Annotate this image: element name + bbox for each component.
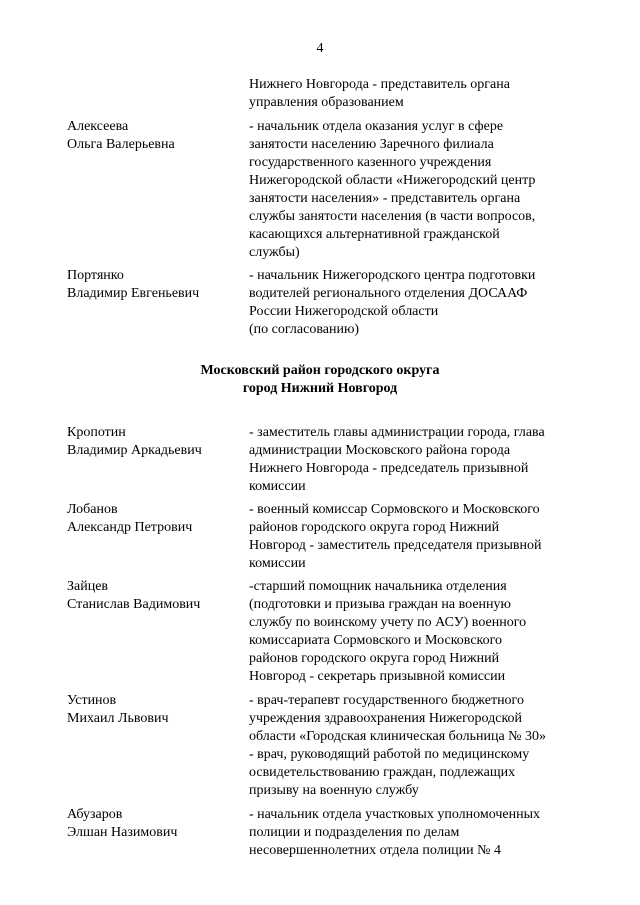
text-line: России Нижегородской области — [249, 304, 439, 319]
member-name — [67, 578, 242, 614]
text-line: освидетельствованию граждан, подлежащих — [249, 765, 516, 780]
text-line: государственного казенного учреждения — [249, 155, 492, 170]
member-surname: Алексеева — [67, 119, 129, 134]
text-line: районов городского округа город Нижний — [249, 520, 500, 535]
member-given-name: Станислав Вадимович — [67, 597, 201, 612]
member-given-name: Элшан Назимович — [67, 825, 178, 840]
text-line: службы) — [249, 245, 300, 260]
member-role — [249, 501, 574, 573]
member-name — [67, 267, 242, 303]
text-line: водителей регионального отделения ДОСААФ — [249, 286, 528, 301]
member-role — [249, 578, 574, 686]
section-heading-line: Московский район городского округа — [200, 363, 440, 378]
member-given-name: Александр Петрович — [67, 520, 193, 535]
member-name — [67, 424, 242, 460]
continuation-text — [249, 76, 574, 112]
member-given-name: Владимир Аркадьевич — [67, 443, 202, 458]
text-line: несовершеннолетних отдела полиции № 4 — [249, 843, 502, 858]
text-line: (подготовки и призыва граждан на военную — [249, 597, 511, 612]
text-line: занятости населению Заречного филиала — [249, 137, 494, 152]
text-line: (по согласованию) — [249, 322, 360, 337]
member-name — [67, 692, 242, 728]
text-line: комиссии — [249, 479, 306, 494]
text-line: касающихся альтернативной гражданской — [249, 227, 500, 242]
text-line: Новгород - секретарь призывной комиссии — [249, 669, 506, 684]
text-line: - заместитель главы администрации города, глава — [249, 425, 545, 440]
member-given-name: Ольга Валерьевна — [67, 137, 175, 152]
member-surname: Устинов — [67, 693, 117, 708]
member-role — [249, 806, 574, 860]
text-line: - начальник отдела участковых уполномоченных — [249, 807, 540, 822]
member-surname: Кропотин — [67, 425, 126, 440]
text-line: Новгород - заместитель председателя призывной — [249, 538, 542, 553]
member-name — [67, 501, 242, 537]
text-line: - врач-терапевт государственного бюджетного — [249, 693, 524, 708]
text-line: -старший помощник начальника отделения — [249, 579, 507, 594]
text-line: районов городского округа город Нижний — [249, 651, 500, 666]
text-line: - начальник отдела оказания услуг в сфере — [249, 119, 504, 134]
text-line: комиссии — [249, 556, 306, 571]
member-given-name: Михаил Львович — [67, 711, 169, 726]
member-role — [249, 267, 574, 339]
section-heading-line: город Нижний Новгород — [242, 381, 398, 396]
text-line: занятости населения» - представитель органа — [249, 191, 521, 206]
text-line: службу по воинскому учету по АСУ) военного — [249, 615, 527, 630]
text-line: полиции и подразделения по делам — [249, 825, 460, 840]
text-line: призыву на военную службу — [249, 783, 419, 798]
member-surname: Абузаров — [67, 807, 123, 822]
member-role — [249, 692, 574, 800]
text-line: области «Городская клиническая больница № 30» — [249, 729, 547, 744]
text-line: Нижнего Новгорода - председатель призывной — [249, 461, 529, 476]
text-line: комиссариата Сормовского и Московского — [249, 633, 503, 648]
page-number: 4 — [316, 41, 324, 56]
member-role — [249, 118, 574, 262]
text-line: службы занятости населения (в части вопросов, — [249, 209, 536, 224]
text-line: Нижнего Новгорода - представитель органа — [249, 77, 510, 92]
text-line: - врач, руководящий работой по медицинскому — [249, 747, 530, 762]
text-line: учреждения здравоохранения Нижегородской — [249, 711, 523, 726]
member-role — [249, 424, 574, 496]
text-line: управления образованием — [249, 95, 404, 110]
member-surname: Портянко — [67, 268, 124, 283]
text-line: - начальник Нижегородского центра подготовки — [249, 268, 536, 283]
section-heading — [0, 362, 640, 398]
text-line: - военный комиссар Сормовского и Московского — [249, 502, 540, 517]
member-surname: Лобанов — [67, 502, 118, 517]
member-name — [67, 806, 242, 842]
member-name — [67, 118, 242, 154]
member-given-name: Владимир Евгеньевич — [67, 286, 200, 301]
text-line: Нижегородской области «Нижегородский центр — [249, 173, 536, 188]
member-surname: Зайцев — [67, 579, 109, 594]
text-line: администрации Московского района города — [249, 443, 511, 458]
